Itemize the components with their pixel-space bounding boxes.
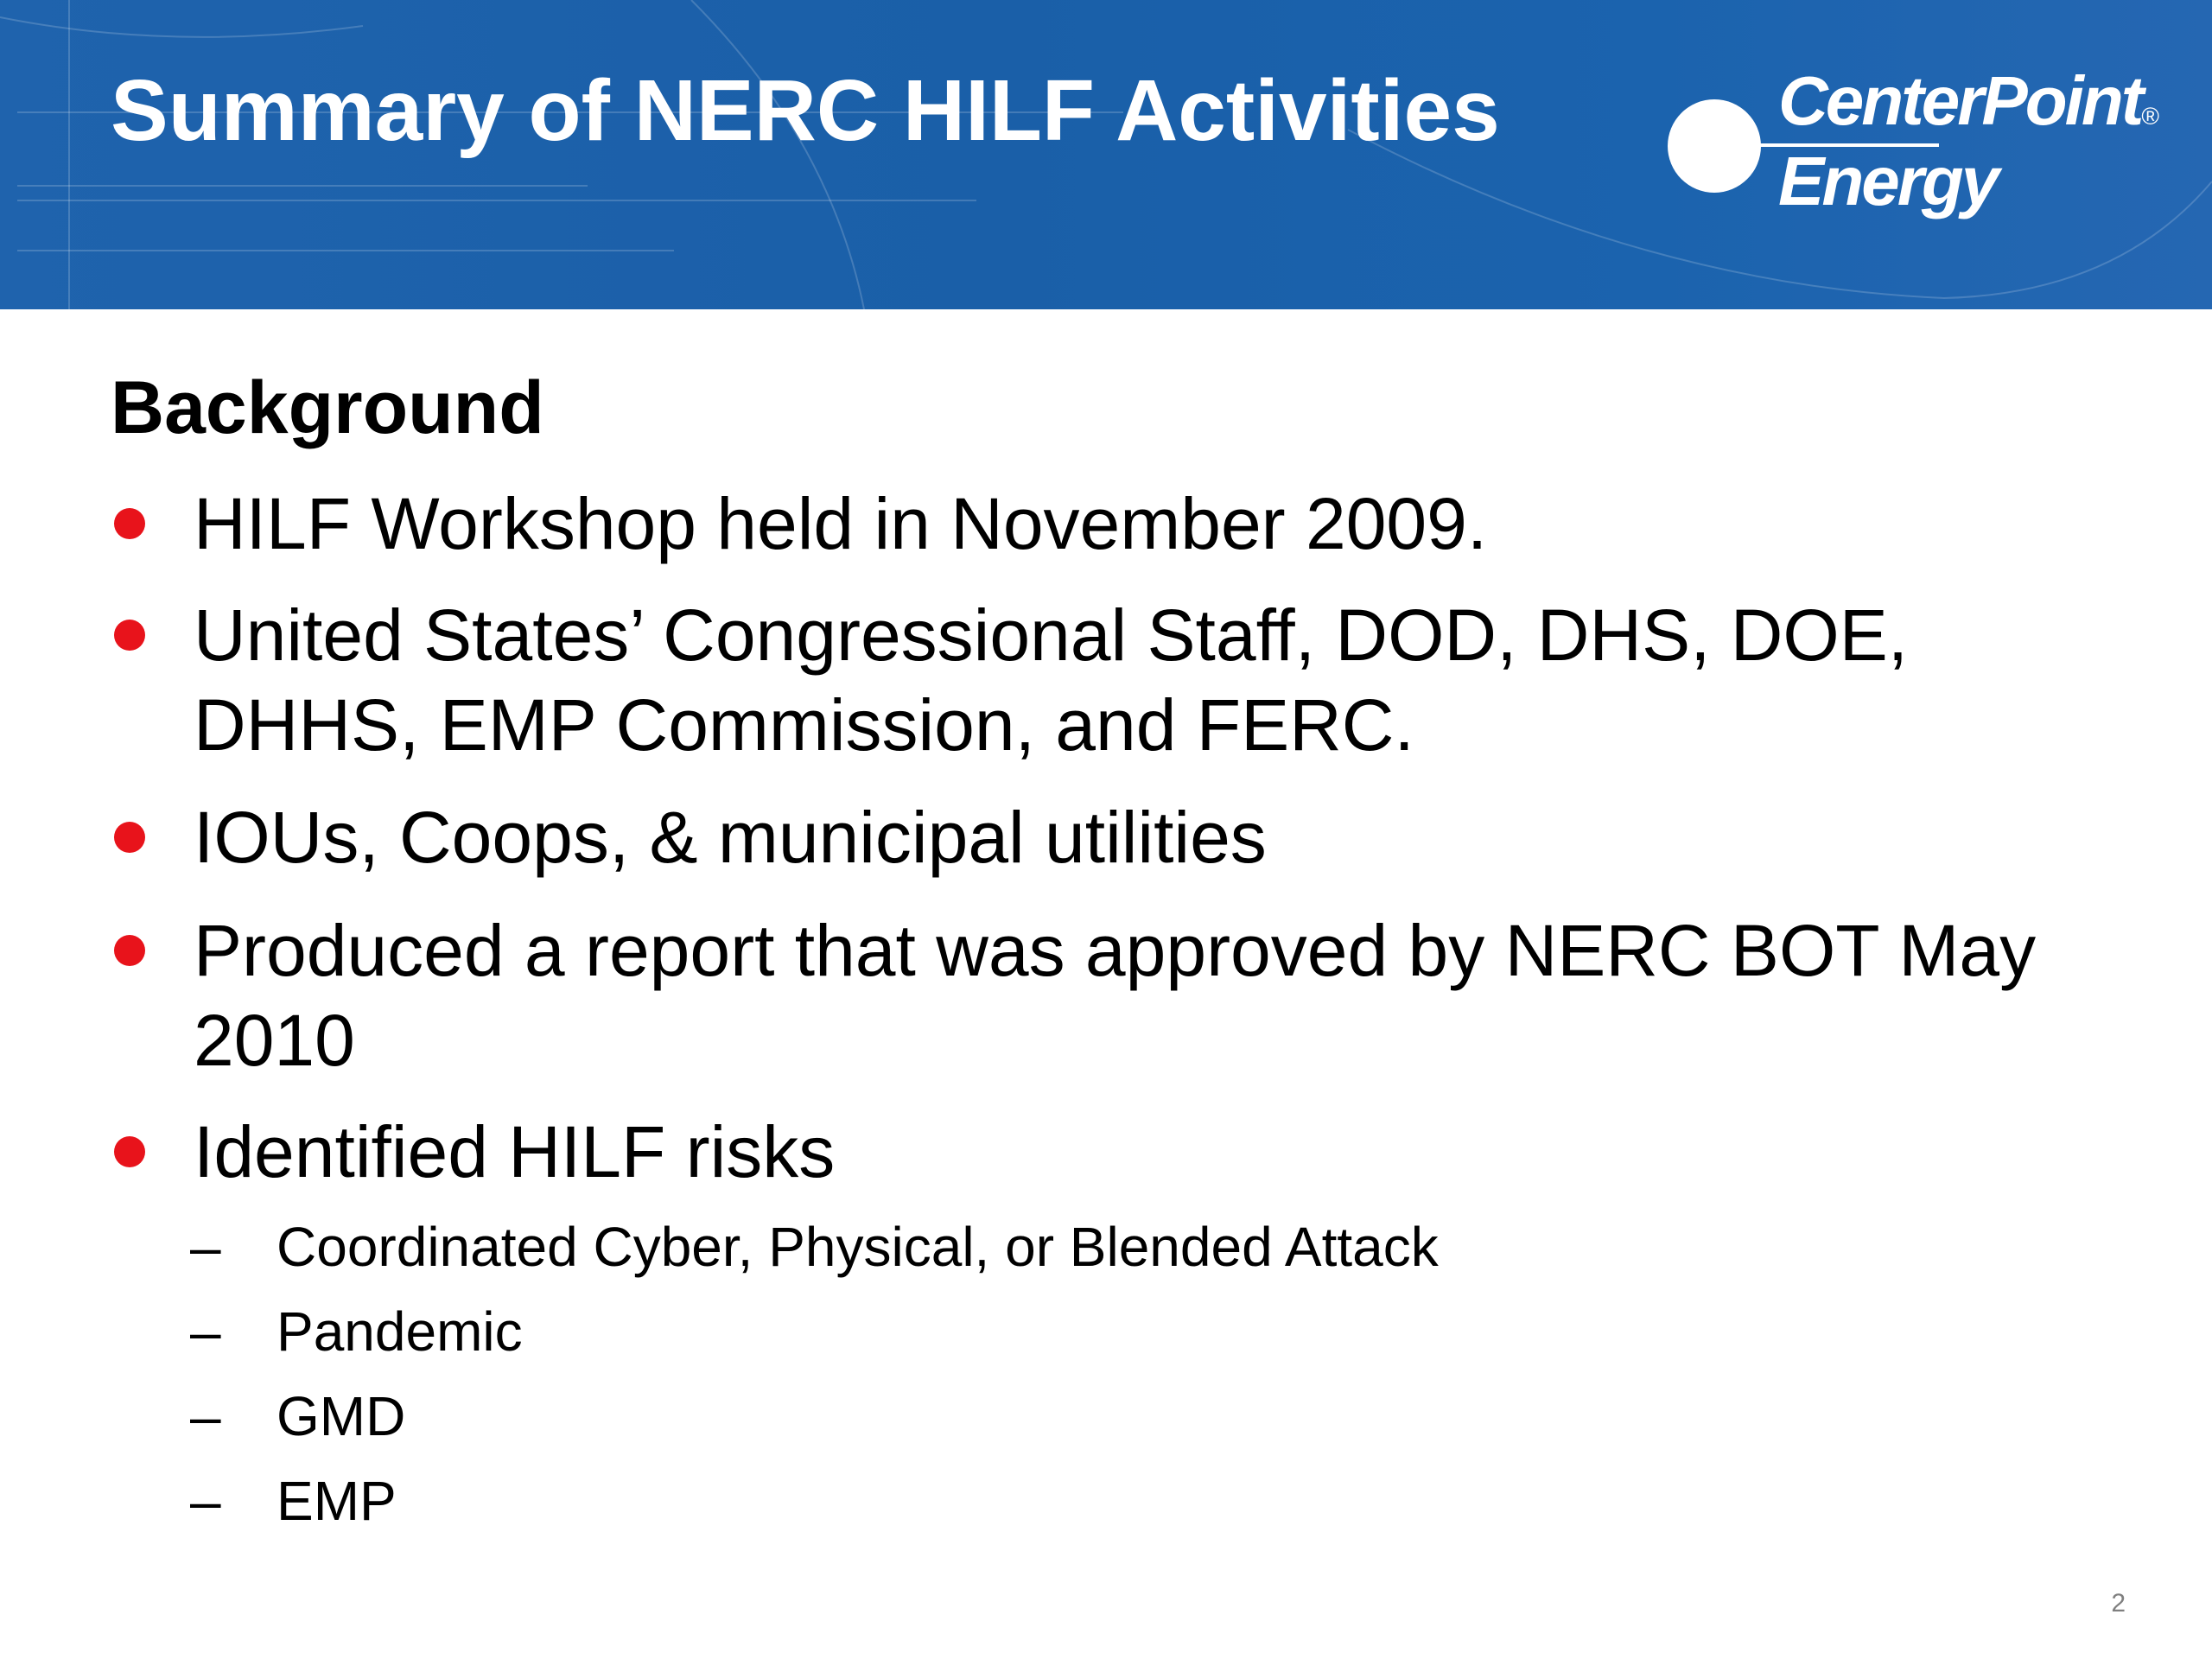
sub-bullet-text: Coordinated Cyber, Physical, or Blended Attack xyxy=(276,1216,1439,1278)
bullet-text: Identified HILF risks xyxy=(194,1111,836,1192)
sub-bullet-text: EMP xyxy=(276,1470,397,1532)
dash-marker: – xyxy=(190,1300,221,1363)
bullet-text: United States’ Congressional Staff, DOD, DHS, DOE, DHHS, EMP Commission, and FERC. xyxy=(194,594,1909,766)
dash-marker: – xyxy=(190,1216,221,1278)
dash-marker: – xyxy=(190,1385,221,1447)
sub-bullet-text: Pandemic xyxy=(276,1300,523,1363)
bullet-text: IOUs, Coops, & municipal utilities xyxy=(194,797,1267,878)
bullet-icon xyxy=(114,935,145,966)
slide-title: Summary of NERC HILF Activities xyxy=(111,62,1500,159)
bullet-icon xyxy=(114,1136,145,1167)
bullet-text: Produced a report that was approved by NERC BOT May 2010 xyxy=(194,910,2037,1081)
logo-text-energy: Energy xyxy=(1778,143,1998,219)
header-banner xyxy=(0,0,2212,309)
bullet-icon xyxy=(114,508,145,539)
section-heading: Background xyxy=(111,366,544,449)
dash-marker: – xyxy=(190,1470,221,1532)
bullet-icon xyxy=(114,822,145,853)
bullet-icon xyxy=(114,620,145,651)
logo-text-centerpoint: CenterPoint® xyxy=(1778,62,2159,139)
bullet-text: HILF Workshop held in November 2009. xyxy=(194,483,1488,564)
registered-mark: ® xyxy=(2141,103,2159,130)
sub-bullet-text: GMD xyxy=(276,1385,406,1447)
page-number: 2 xyxy=(2111,1589,2126,1618)
centerpoint-logo xyxy=(1659,60,2159,242)
